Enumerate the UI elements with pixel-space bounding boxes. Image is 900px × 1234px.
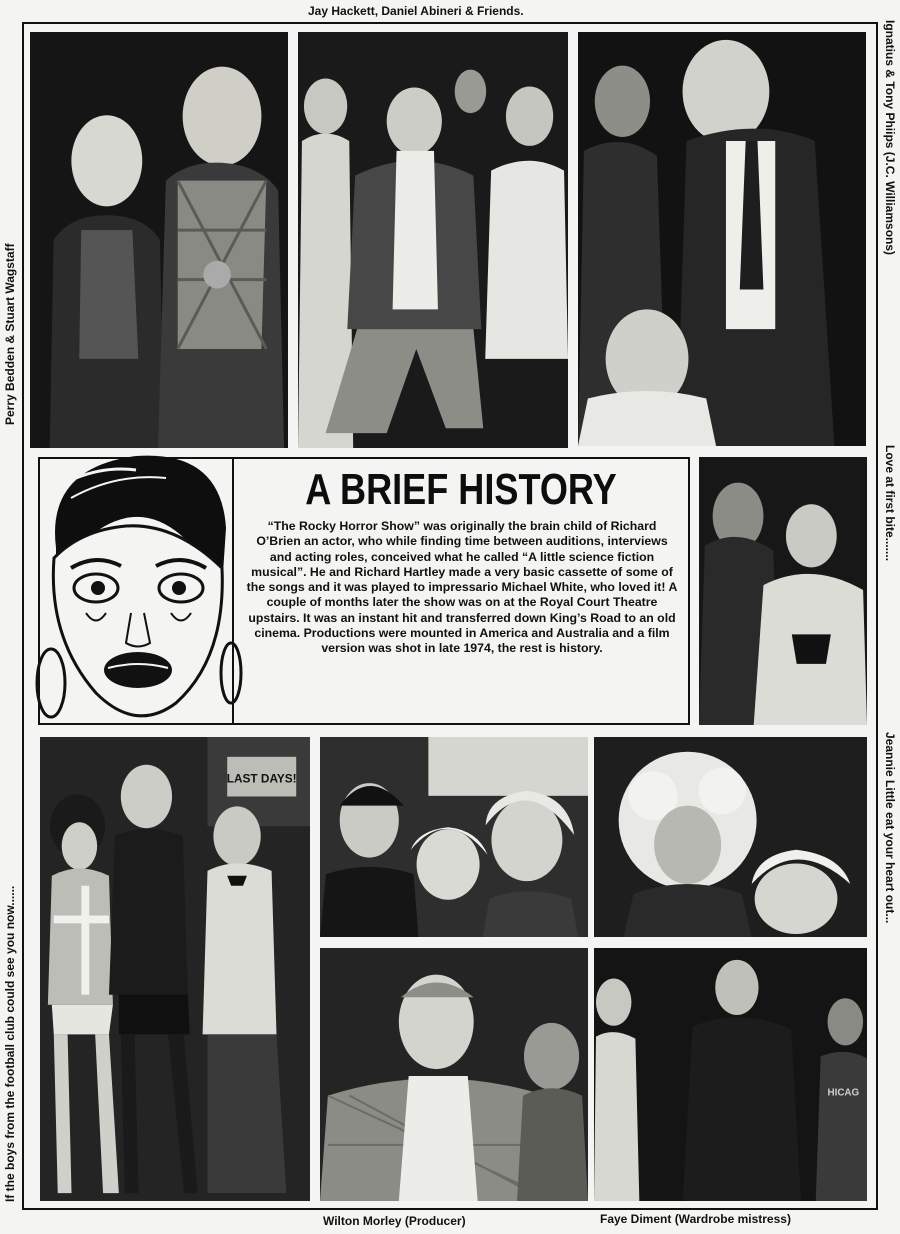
caption-left-lower: If the boys from the football club could see you now......: [3, 885, 17, 1202]
sign-text: LAST DAYS!: [226, 771, 297, 786]
photo-wilton-morley: [318, 946, 590, 1203]
caption-right-upper: Ignatius & Tony Phiips (J.C. Williamsons): [883, 20, 897, 256]
photo-ignatius-tony: [576, 30, 868, 448]
photo-perry-stuart: [28, 30, 290, 450]
caption-right-middle: Love at first bite.......: [883, 445, 897, 562]
photo-jay-daniel-friends: [296, 30, 570, 450]
photo-jeannie-little-group: [318, 735, 590, 939]
photo-love-at-first-bite: [697, 455, 869, 727]
caption-bottom-left: Wilton Morley (Producer): [323, 1214, 466, 1228]
history-body: “The Rocky Horror Show” was originally the brain child of Richard O’Brien an actor, who while finding time between auditions, interviews and acting roles, conceived what he called “A little science fiction musical”. He and Richard Hartley made a very basic cassette of some of the songs and it was played to impressario Michael White, who loved it! A couple of months later the show was on at the Royal Court Theatre upstairs. It was an instant hit and transferred down King’s Road to an old cinema. Productions were mounted in America and Australia and a film version was shot in late 1974, the rest is history.: [246, 519, 678, 656]
caption-left-upper: Perry Bedden & Stuart Wagstaff: [3, 243, 17, 425]
shirt-text: HICAG: [827, 1087, 860, 1099]
history-box: [232, 457, 690, 725]
photo-faye-diment: [592, 946, 869, 1203]
history-title: A BRIEF HISTORY: [305, 465, 617, 514]
caption-top: Jay Hackett, Daniel Abineri & Friends.: [308, 4, 524, 18]
caption-bottom-right: Faye Diment (Wardrobe mistress): [600, 1212, 791, 1226]
photo-football-club-boys: [38, 735, 312, 1203]
caption-right-lower: Jeannie Little eat your heart out...: [883, 732, 897, 924]
cartoon-face-illustration: [26, 438, 244, 738]
photo-jeannie-little-wig: [592, 735, 869, 939]
